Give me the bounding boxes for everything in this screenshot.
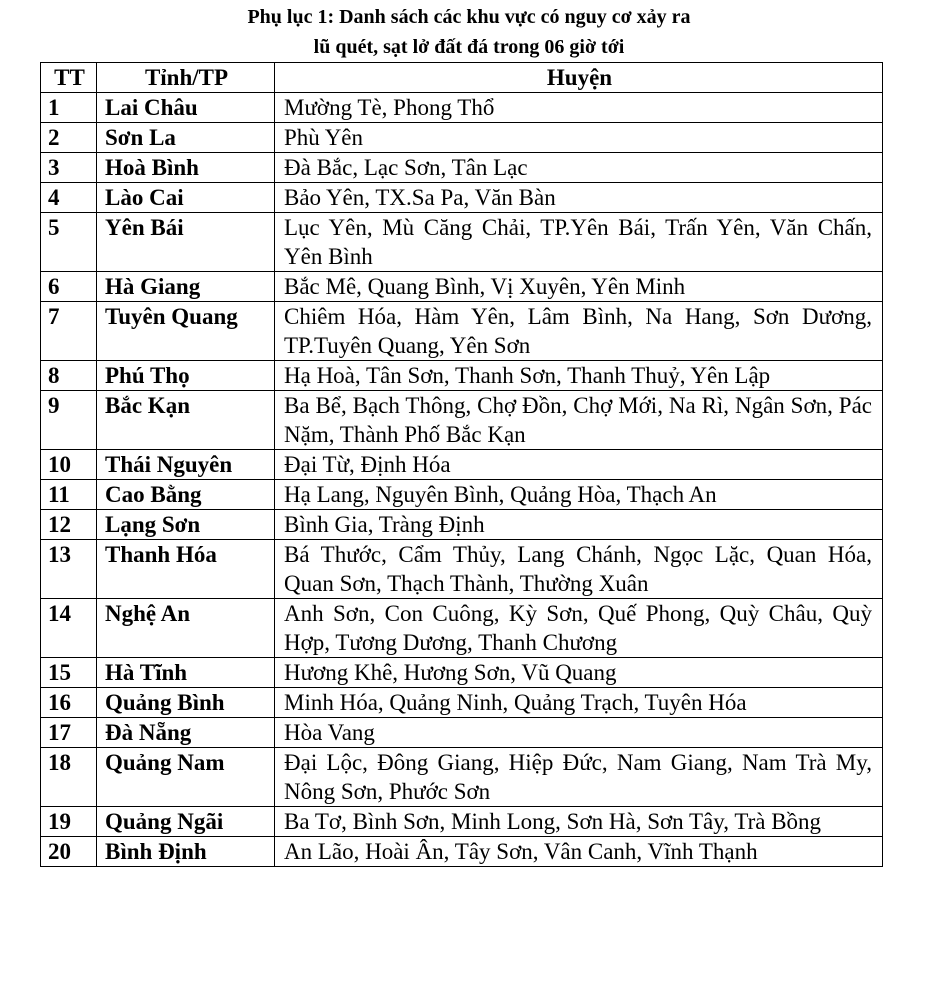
table-row [41,658,883,688]
province-cell: Bắc Kạn [97,391,275,450]
province-cell: Lai Châu [97,93,275,123]
province-cell: Quảng Nam [97,748,275,807]
table-row [41,183,883,213]
province-cell: Tuyên Quang [97,302,275,361]
districts-cell: Hương Khê, Hương Sơn, Vũ Quang [275,658,883,688]
table-header-row [41,63,883,93]
row-number-cell: 2 [41,123,97,153]
districts-cell: Mường Tè, Phong Thổ [275,93,883,123]
table-row [41,599,883,658]
province-cell: Phú Thọ [97,361,275,391]
districts-cell: Đại Lộc, Đông Giang, Hiệp Đức, Nam Giang, Nam Trà My, Nông Sơn, Phước Sơn [275,748,883,807]
header-province: Tỉnh/TP [97,63,275,93]
row-number-cell: 10 [41,450,97,480]
table-row [41,361,883,391]
document-title [0,2,938,62]
row-number-cell: 15 [41,658,97,688]
table-row [41,718,883,748]
table-row [41,807,883,837]
risk-areas-table [40,62,883,867]
districts-cell: Ba Tơ, Bình Sơn, Minh Long, Sơn Hà, Sơn Tây, Trà Bồng [275,807,883,837]
table-row [41,153,883,183]
districts-cell: Hạ Lang, Nguyên Bình, Quảng Hòa, Thạch An [275,480,883,510]
province-cell: Yên Bái [97,213,275,272]
province-cell: Thái Nguyên [97,450,275,480]
province-cell: Đà Nẵng [97,718,275,748]
row-number-cell: 19 [41,807,97,837]
title-line-2: lũ quét, sạt lở đất đá trong 06 giờ tới [313,36,625,58]
title-line-1: Phụ lục 1: Danh sách các khu vực có nguy cơ xảy ra [247,6,691,28]
districts-cell: Đà Bắc, Lạc Sơn, Tân Lạc [275,153,883,183]
province-cell: Quảng Bình [97,688,275,718]
table-row [41,213,883,272]
row-number-cell: 12 [41,510,97,540]
province-cell: Hoà Bình [97,153,275,183]
header-district: Huyện [275,63,883,93]
districts-cell: An Lão, Hoài Ân, Tây Sơn, Vân Canh, Vĩnh Thạnh [275,837,883,867]
table-row [41,272,883,302]
province-cell: Hà Giang [97,272,275,302]
table-row [41,93,883,123]
row-number-cell: 3 [41,153,97,183]
province-cell: Sơn La [97,123,275,153]
districts-cell: Bảo Yên, TX.Sa Pa, Văn Bàn [275,183,883,213]
row-number-cell: 6 [41,272,97,302]
province-cell: Bình Định [97,837,275,867]
table-row [41,510,883,540]
table-row [41,480,883,510]
row-number-cell: 9 [41,391,97,450]
table-row [41,450,883,480]
row-number-cell: 18 [41,748,97,807]
row-number-cell: 8 [41,361,97,391]
districts-cell: Bắc Mê, Quang Bình, Vị Xuyên, Yên Minh [275,272,883,302]
row-number-cell: 4 [41,183,97,213]
table-row [41,123,883,153]
province-cell: Lào Cai [97,183,275,213]
province-cell: Lạng Sơn [97,510,275,540]
districts-cell: Phù Yên [275,123,883,153]
districts-cell: Minh Hóa, Quảng Ninh, Quảng Trạch, Tuyên Hóa [275,688,883,718]
row-number-cell: 17 [41,718,97,748]
table-row [41,391,883,450]
districts-cell: Bình Gia, Tràng Định [275,510,883,540]
province-cell: Nghệ An [97,599,275,658]
districts-cell: Ba Bể, Bạch Thông, Chợ Đồn, Chợ Mới, Na Rì, Ngân Sơn, Pác Nặm, Thành Phố Bắc Kạn [275,391,883,450]
districts-cell: Lục Yên, Mù Căng Chải, TP.Yên Bái, Trấn Yên, Văn Chấn, Yên Bình [275,213,883,272]
header-tt: TT [41,63,97,93]
row-number-cell: 11 [41,480,97,510]
table-row [41,748,883,807]
districts-cell: Anh Sơn, Con Cuông, Kỳ Sơn, Quế Phong, Quỳ Châu, Quỳ Hợp, Tương Dương, Thanh Chương [275,599,883,658]
table-row [41,540,883,599]
province-cell: Hà Tĩnh [97,658,275,688]
table-row [41,688,883,718]
province-cell: Quảng Ngãi [97,807,275,837]
table-row [41,302,883,361]
row-number-cell: 1 [41,93,97,123]
table-body [41,93,883,867]
province-cell: Cao Bằng [97,480,275,510]
province-cell: Thanh Hóa [97,540,275,599]
row-number-cell: 7 [41,302,97,361]
table-row [41,837,883,867]
districts-cell: Hạ Hoà, Tân Sơn, Thanh Sơn, Thanh Thuỷ, Yên Lập [275,361,883,391]
districts-cell: Đại Từ, Định Hóa [275,450,883,480]
row-number-cell: 5 [41,213,97,272]
row-number-cell: 14 [41,599,97,658]
districts-cell: Bá Thước, Cẩm Thủy, Lang Chánh, Ngọc Lặc, Quan Hóa, Quan Sơn, Thạch Thành, Thường Xuân [275,540,883,599]
row-number-cell: 16 [41,688,97,718]
districts-cell: Chiêm Hóa, Hàm Yên, Lâm Bình, Na Hang, Sơn Dương, TP.Tuyên Quang, Yên Sơn [275,302,883,361]
row-number-cell: 20 [41,837,97,867]
districts-cell: Hòa Vang [275,718,883,748]
row-number-cell: 13 [41,540,97,599]
